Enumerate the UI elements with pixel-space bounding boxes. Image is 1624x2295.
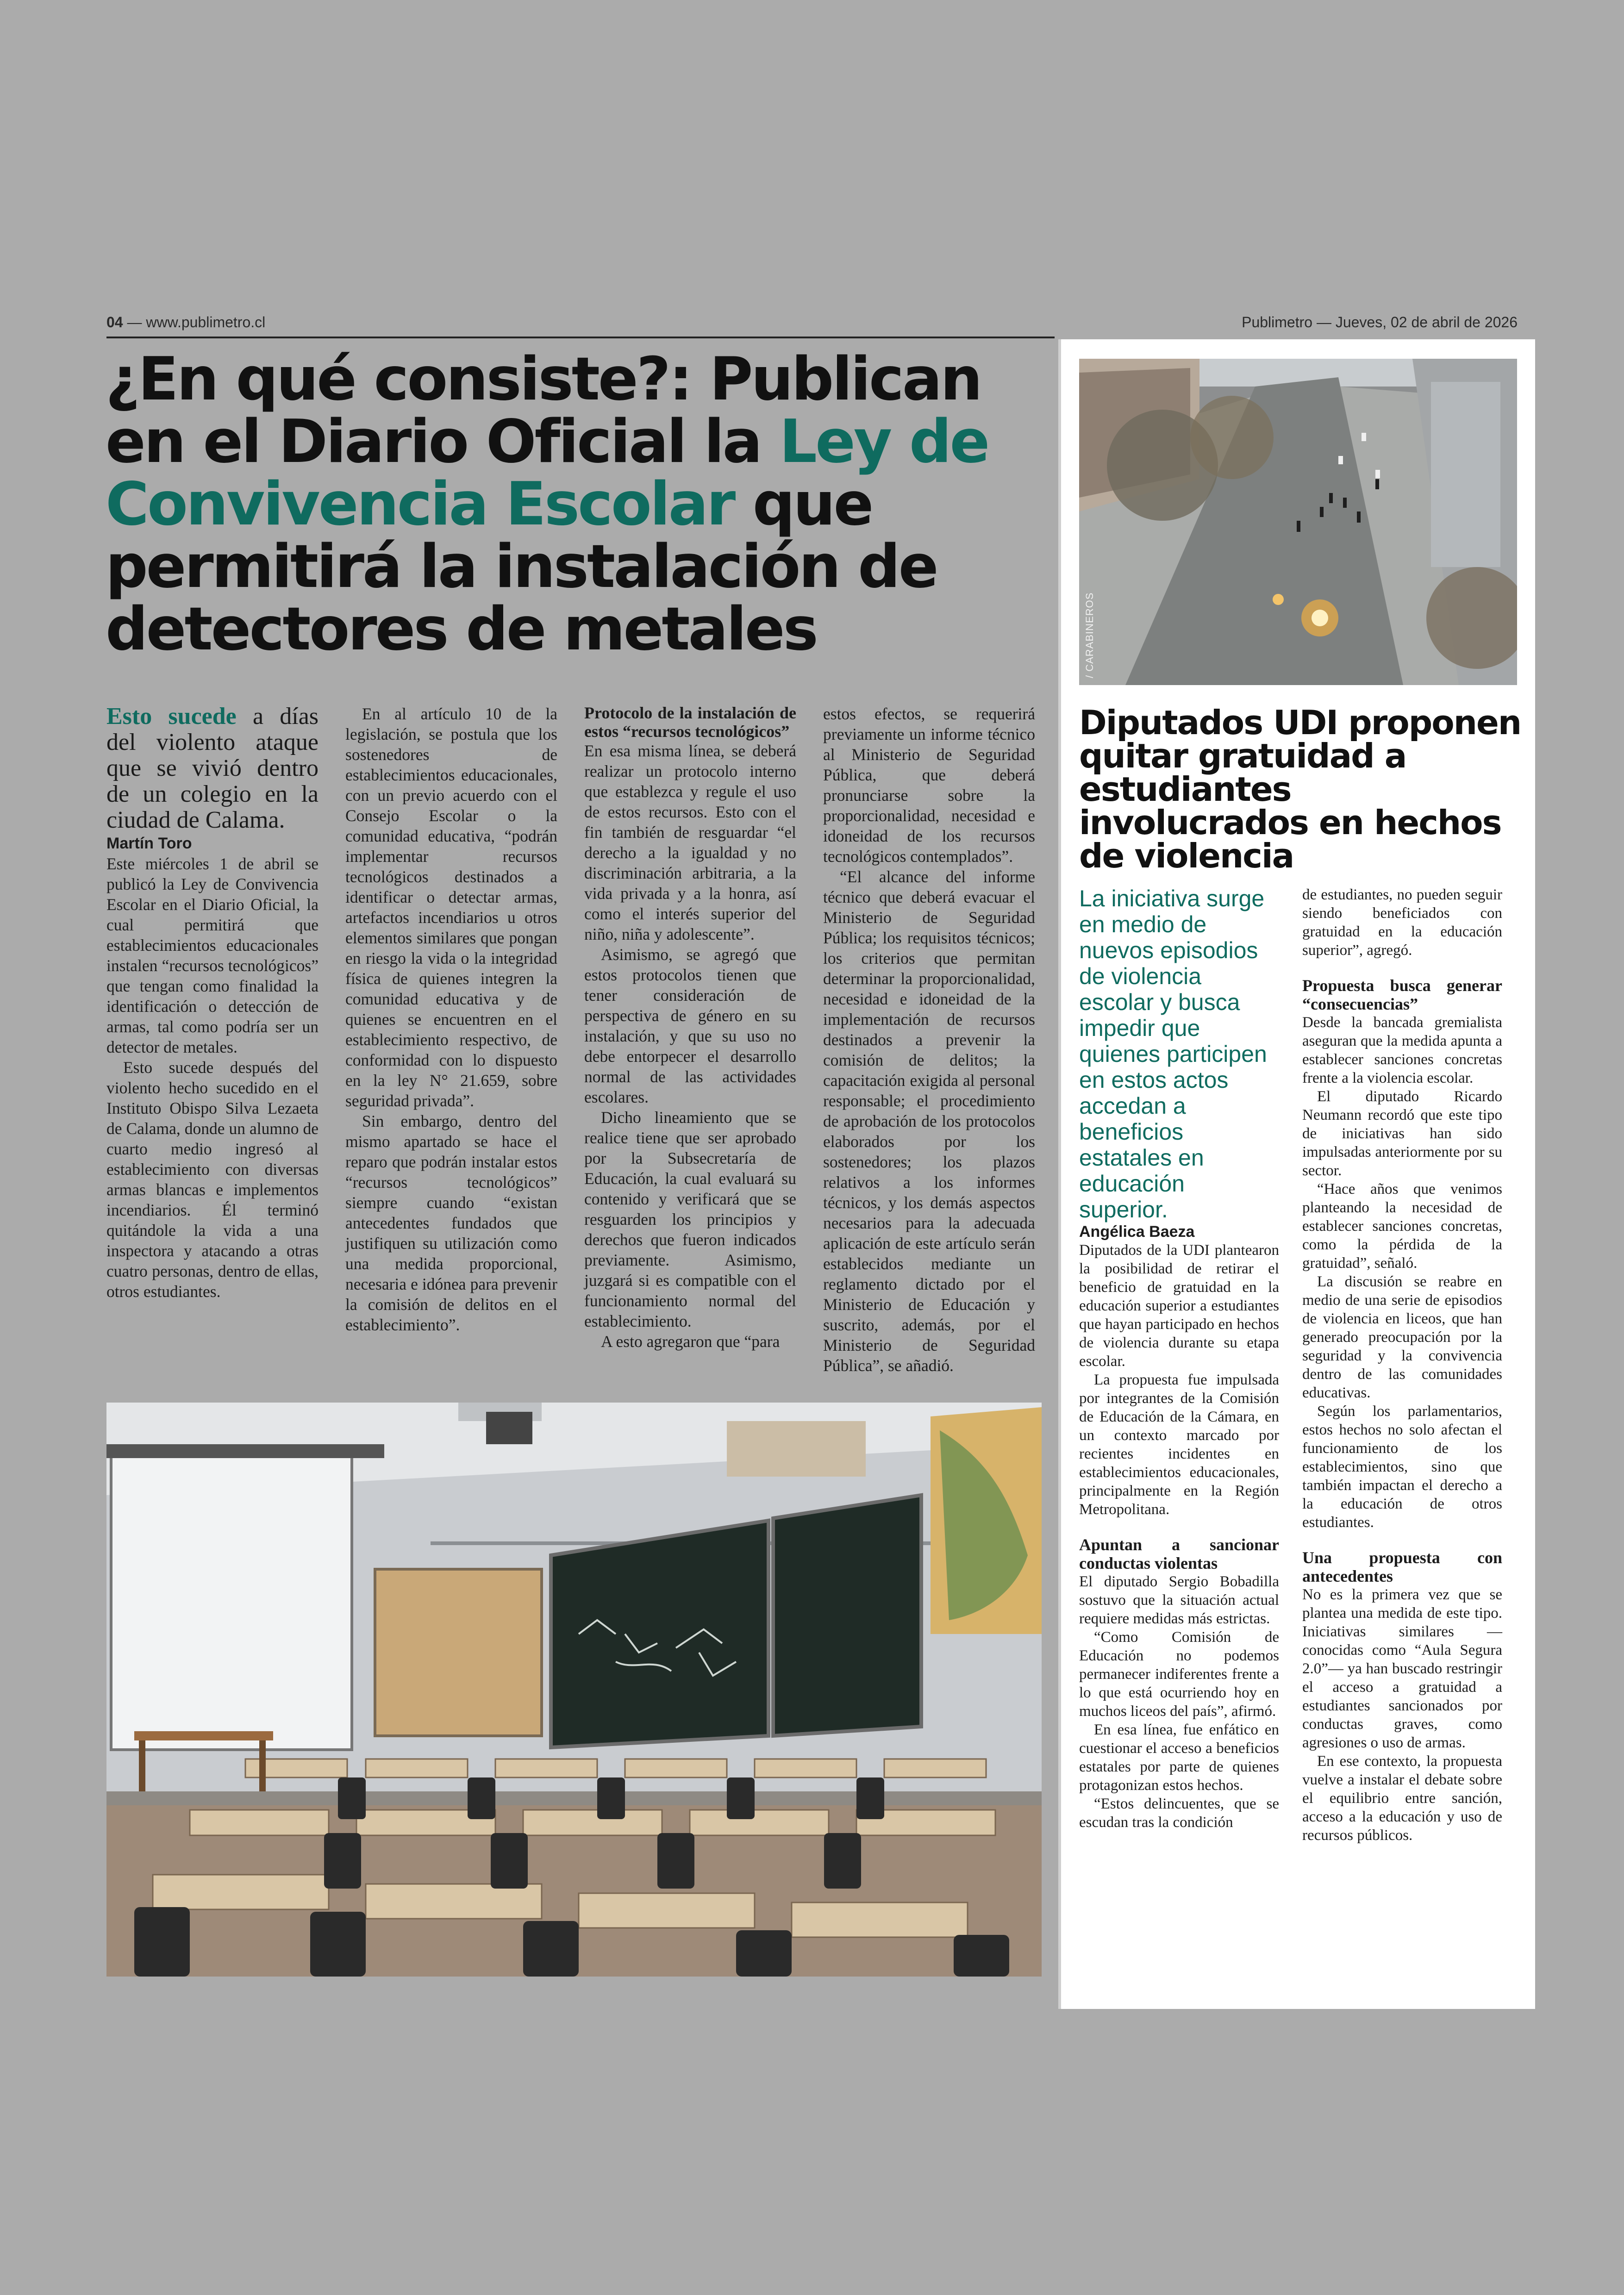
paragraph: En ese contexto, la propuesta vuelve a instalar el debate sobre el equilibrio entre sanción, acceso a la educación y uso de recursos públicos. [1302,1753,1502,1844]
paragraph: Sin embargo, dentro del mismo apartado se hace el reparo que podrán instalar estos “recursos tecnológicos” siempre cuando “existan antecedentes fundados que justifiquen su utilización como una medida proporcional, necesaria e idónea para prevenir la comisión de delitos en el establecimiento”. [345,1112,557,1334]
paragraph: No es la primera vez que se plantea una medida de este tipo. Iniciativas similares —conocidas como “Aula Segura 2.0”— ya han buscado restringir el acceso a gratuidad a estudiantes sancionados por conductas graves, como agresiones o uso de armas. [1302,1586,1502,1751]
sidebar-column-2 [1302,886,1502,1845]
site-url: www.publimetro.cl [146,314,266,331]
paragraph: En esa misma línea, se deberá realizar un protocolo interno que establezca y regule el uso de estos recursos. Esto con el fin también de resguardar “el derecho a la igualdad y no discriminación arbitraria, a la vida privada y a la honra, así como el interés superior del niño, niña y adolescente”. [584,742,796,943]
main-headline: ¿En qué consiste?: Publican en el Diario Oficial la Ley de Convivencia Escolar que permitirá la instalación de detectores de metales [106,345,988,664]
photo-credit: / CARABINEROS [1084,592,1095,678]
sidebar-column-1 [1079,886,1279,1832]
sidebar-article [1058,339,1535,2009]
paragraph: estos efectos, se requerirá previamente un informe técnico al Ministerio de Seguridad Pública, que deberá pronunciarse sobre la proporcionalidad, necesidad e idoneidad de los recursos tecnológicos contemplados”. [823,705,1035,866]
paragraph: Dicho lineamiento que se realice tiene que ser aprobado por la Subsecretaría de Educación, la cual evaluará su contenido y verificará que se resguarden los principios y derechos que fueron indicados previamente. Asimismo, juzgará si es compatible con el funcionamiento normal del establecimiento. [584,1108,796,1330]
paragraph: A esto agregaron que “para [601,1332,780,1351]
page-number: 04 [106,314,123,331]
header-rule [106,337,1055,338]
paragraph: “Hace años que venimos planteando la necesidad de establecer sanciones concretas, como la pérdida de la gratuidad”, señaló. [1302,1181,1502,1272]
article-column-3 [584,704,796,1352]
sidebar-lede: La iniciativa surge en medio de nuevos episodios de violencia escolar y busca impedir que quienes participen en estos actos accedan a beneficios estatales en educación superior. [1079,886,1267,1222]
column-subhead: Protocolo de la instalación de estos “recursos tecnológicos” [584,704,796,741]
classroom-photo [106,1403,1042,1977]
article-column-4 [823,704,1035,1376]
paragraph: “El alcance del informe técnico que deberá evacuar el Ministerio de Seguridad Pública; los requisitos técnicos; los criterios que permitan determinar la proporcionalidad, necesidad e idoneidad de la implementación de recursos destinados a prevenir la comisión de delitos; la capacitación exigida al personal responsable; el procedimiento de aprobación de los protocolos elaborados por los sostenedores; los plazos relativos a los informes técnicos, y los demás aspectos necesarios para la adecuada aplicación de este artículo serán establecidos mediante un reglamento dictado por el Ministerio de Educación y suscrito, además, por el Ministerio de Seguridad Pública”, se añadió. [823,867,1035,1375]
column-subhead: Una propuesta con antecedentes [1302,1548,1502,1585]
sidebar-divider [1058,339,1061,2009]
paragraph: En al artículo 10 de la legislación, se postula que los sostenedores de establecimientos educacionales, con un previo acuerdo con el Consejo Escolar o la comunidad educativa, “podrán implementar recursos tecnológicos destinados a identificar o detectar armas, artefactos incendiarios u otros elementos similares que pongan en riesgo la vida o la integridad física de quienes integren la comunidad educativa y de quienes se encuentren en el establecimiento respectivo, de conformidad con lo dispuesto en la ley N° 21.659, sobre seguridad privada”. [345,705,557,1110]
article-columns [106,703,1042,1375]
column-subhead: Apuntan a sancionar conductas violentas [1079,1535,1279,1572]
sidebar-headline: Diputados UDI proponen quitar gratuidad a estudiantes involucrados en hechos de violencia [1079,703,1521,875]
paragraph: de estudiantes, no pueden seguir siendo beneficiados con gratuidad en la educación superior”, agregó. [1302,886,1502,959]
page-header-right: Publimetro — Jueves, 02 de abril de 2026 [1242,314,1518,331]
paragraph: Asimismo, se agregó que estos protocolos tienen que tener consideración de perspectiva de género en su instalación, y que su uso no debe entorpecer el desarrollo normal de las actividades escolares. [584,945,796,1106]
article-byline: Martín Toro [106,835,192,852]
paragraph: La discusión se reabre en medio de una serie de episodios de violencia en liceos, que han generado preocupación por la seguridad y la convivencia dentro de las comunidades educativas. [1302,1273,1502,1401]
sidebar-columns [1079,886,1524,1858]
paragraph: Según los parlamentarios, estos hechos no solo afectan el funcionamiento de los establecimientos, sino que también impactan el derecho a la educación de otros estudiantes. [1302,1403,1502,1531]
paragraph: “Como Comisión de Educación no podemos permanecer indiferentes frente a lo que está ocurriendo hoy en muchos liceos del país”, afirmó. [1079,1629,1279,1720]
column-subhead: Propuesta busca generar “consecuencias” [1302,976,1502,1013]
page-header-left: 04 — www.publimetro.cl [106,314,266,331]
paragraph: El diputado Sergio Bobadilla sostuvo que la situación actual requiere medidas más estrictas. [1079,1573,1279,1627]
paragraph: “Estos delincuentes, que se escudan tras la condición [1079,1796,1279,1831]
article-lede: Esto sucede a días del violento ataque que se vivió dentro de un colegio en la ciudad de Calama. [106,703,319,833]
paragraph: Diputados de la UDI plantearon la posibilidad de retirar el beneficio de gratuidad en la educación superior a estudiantes que hayan participado en hechos de violencia durante su etapa escolar. [1079,1242,1279,1370]
street-photo [1079,359,1517,685]
sidebar-byline: Angélica Baeza [1079,1223,1195,1241]
paragraph: La propuesta fue impulsada por integrantes de la Comisión de Educación de la Cámara, en un contexto marcado por recientes incidentes en establecimientos educacionales, principalmente en la Región Metropolitana. [1079,1372,1279,1518]
paragraph: Esto sucede después del violento hecho sucedido en el Instituto Obispo Silva Lezaeta de Calama, donde un alumno de cuarto medio ingresó al establecimiento con diversas armas blancas e implementos incendiarios. Él terminó quitándole la vida a una inspectora y atacando a otras cuatro personas, dentro de ellas, otros estudiantes. [106,1058,319,1301]
article-column-1 [106,704,319,1302]
paragraph: En esa línea, fue enfático en cuestionar el acceso a beneficios estatales por parte de quienes protagonizan estos hechos. [1079,1721,1279,1794]
article-column-2 [345,704,557,1335]
paragraph: El diputado Ricardo Neumann recordó que este tipo de iniciativas han sido impulsadas anteriormente por su sector. [1302,1088,1502,1179]
headline-highlight: Ley de Convivencia Escolar [106,407,988,539]
paragraph: Este miércoles 1 de abril se publicó la Ley de Convivencia Escolar en el Diario Oficial, la cual permitirá que establecimientos educacionales instalen “recursos tecnológicos” que tengan como finalidad la identificación o detección de armas, tal como podría ser un detector de metales. [106,854,319,1056]
paragraph: Desde la bancada gremialista aseguran que la medida apunta a establecer sanciones concretas frente a la violencia escolar. [1302,1014,1502,1086]
